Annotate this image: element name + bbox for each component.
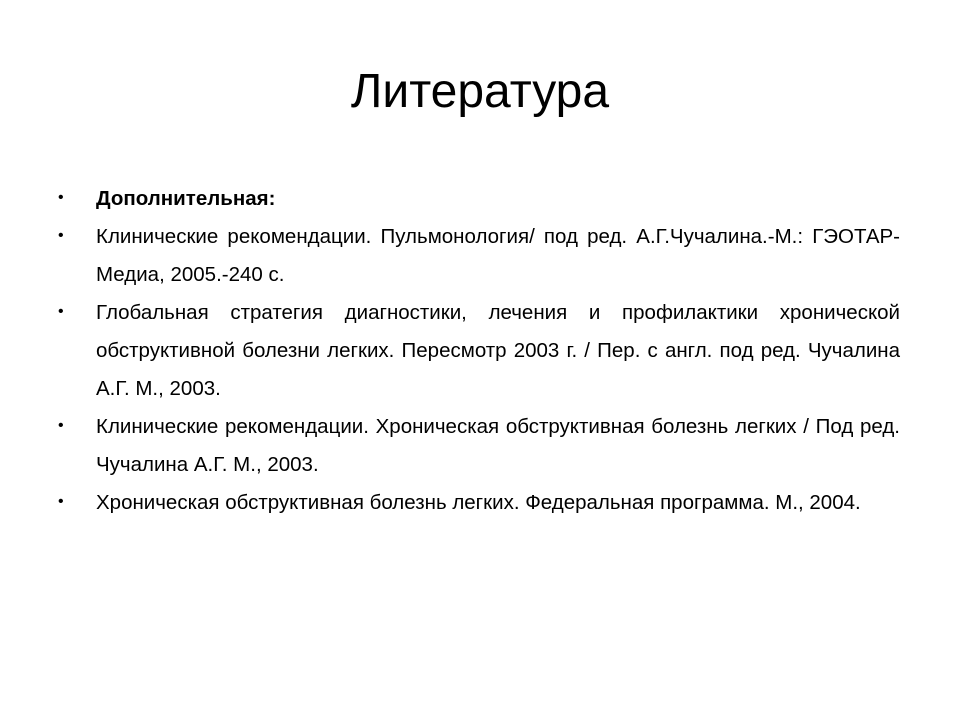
list-item (58, 180, 900, 218)
slide-title: Литература (350, 65, 610, 118)
list-item-text: Глобальная стратегия диагностики, лечения и профилактики хронической обструктивной болезни легких. Пересмотр 2003 г. / Пер. с англ. под ред. Чучалина А.Г. М., 2003. (96, 301, 900, 400)
list-item-text: Хроническая обструктивная болезнь легких. Федеральная программа. М., 2004. (96, 491, 861, 514)
list-item (58, 484, 900, 522)
bullet-icon: • (58, 493, 64, 510)
bullet-icon: • (58, 227, 64, 244)
bullet-icon: • (58, 189, 64, 206)
list-item (58, 218, 900, 294)
bullet-list (58, 180, 900, 522)
list-item (58, 294, 900, 408)
bullet-icon: • (58, 417, 64, 434)
list-item-text: Клинические рекомендации. Пульмонология/ под ред. А.Г.Чучалина.-М.: ГЭОТАР-Медиа, 2005.-240 с. (96, 225, 900, 286)
list-item (58, 408, 900, 484)
list-item-text: Клинические рекомендации. Хроническая обструктивная болезнь легких / Под ред. Чучалина А.Г. М., 2003. (96, 415, 900, 476)
bullet-icon: • (58, 303, 64, 320)
list-item-text: Дополнительная: (96, 187, 276, 210)
